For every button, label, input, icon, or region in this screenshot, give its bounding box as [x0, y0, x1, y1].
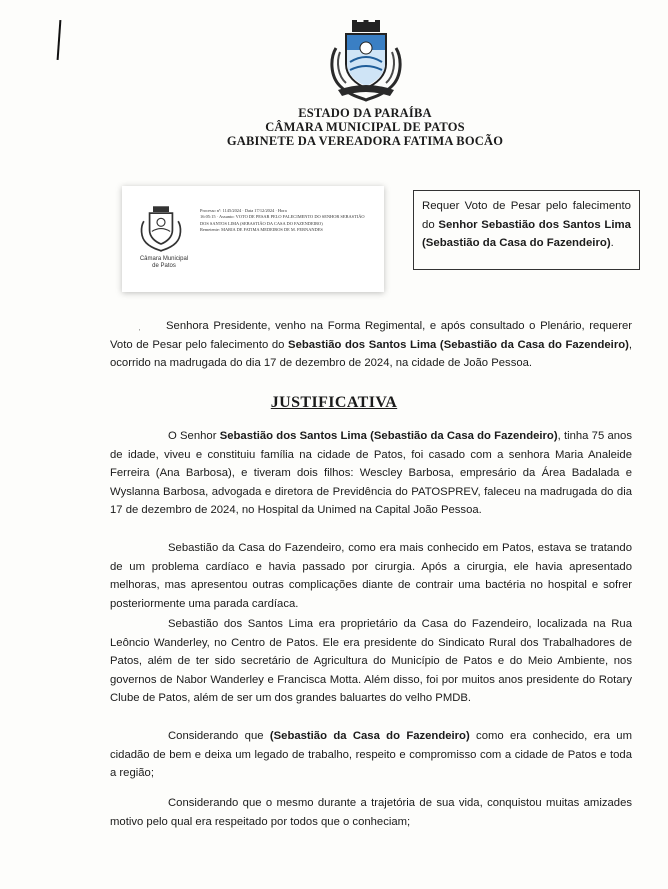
- stamp-details: [200, 208, 374, 234]
- stamp-sender: Remetente: MARIA DE FATIMA MEDEIROS DE M. FERNANDES: [200, 227, 323, 233]
- justification-paragraph-1: [110, 427, 632, 520]
- margin-pen-mark: [57, 20, 62, 60]
- stamp-subject: 16:05:15 · Assunto: VOTO DE PESAR PELO FALECIMENTO DO SENHOR SEBASTIÃO DOS SANTOS LIMA (SEBASTIÃO DA CASA DO FAZENDEIRO): [200, 214, 365, 226]
- stamp-caption-line1: Câmara Municipal: [139, 256, 189, 262]
- letterhead-office: GABINETE DA VEREADORA FATIMA BOCÃO: [226, 134, 504, 148]
- intro-text-end: , ocorrido na madrugada do dia 17 de dezembro de 2024, na cidade de João Pessoa.: [110, 338, 633, 370]
- letterhead-state: ESTADO DA PARAÍBA: [298, 106, 432, 120]
- section-title: JUSTIFICATIVA: [270, 394, 398, 411]
- request-text-end: .: [610, 237, 614, 250]
- p1-text-end: , tinha 75 anos de idade, viveu e constituiu família na cidade de Patos, foi casado com a senhora Maria Analeide Ferreira (Ana Barbosa), e tiveram dois filhos: Wescley Barbosa, empresário da Área Badalada e Wyslanna Barbosa, advogada e diretora de Previdência do PATOSPREV, faleceu na madrugada do dia 17 de dezembro de 2024, no Hospital da Unimed na Capital João Pessoa.: [110, 430, 632, 517]
- stamp-caption: [132, 256, 196, 270]
- p4-text-end: como era conhecido, era um cidadão de bem e deixa um legado de trabalho, respeito e compromisso com a cidade de Patos e toda a região;: [110, 730, 632, 780]
- intro-text: Senhora Presidente, venho na Forma Regimental, e após consultado o Plenário, requerer Voto de Pesar pelo falecimento do: [110, 320, 632, 351]
- intro-deceased-name: Sebastião dos Santos Lima (Sebastião da Casa do Fazendeiro): [288, 338, 629, 351]
- letterhead-chamber: CÂMARA MUNICIPAL DE PATOS: [265, 120, 465, 134]
- stamp-caption-line2: de Patos: [152, 263, 176, 269]
- stamp-crest-icon: [138, 204, 184, 252]
- justification-paragraph-2: Sebastião da Casa do Fazendeiro, como era mais conhecido em Patos, estava se tratando de um problema cardíaco e havia passado por cirurgia. Após a cirurgia, ele havia apresentado melhoras, mas apresentou outras complicações diante de contrair uma bactéria no hospital e sofrer posteriormente uma parada cardíaca.: [110, 542, 632, 610]
- margin-dot: ˌ: [138, 322, 141, 331]
- p4-text: Considerando que: [168, 730, 270, 742]
- letterhead: [200, 106, 530, 148]
- request-deceased-name: Senhor Sebastião dos Santos Lima (Sebastião da Casa do Fazendeiro): [422, 218, 631, 250]
- coat-of-arms-icon: [326, 18, 406, 102]
- justification-paragraph-5: Considerando que o mesmo durante a trajetória de sua vida, conquistou muitas amizades motivo pelo qual era respeitado por todos que o conheciam;: [110, 797, 632, 828]
- intro-paragraph: [110, 317, 632, 373]
- protocol-stamp: [122, 186, 384, 292]
- p1-text: O Senhor: [168, 430, 220, 442]
- request-text: Requer Voto de Pesar pelo falecimento do: [422, 200, 631, 231]
- p4-nickname: (Sebastião da Casa do Fazendeiro): [269, 730, 470, 742]
- p1-deceased-name: Sebastião dos Santos Lima (Sebastião da Casa do Fazendeiro): [219, 430, 558, 442]
- justification-paragraph-4: [110, 727, 632, 783]
- stamp-protocol: Processo nº: 1145/2024 · Data 17/12/2024 · Hora: [200, 208, 287, 213]
- justification-paragraph-3: Sebastião dos Santos Lima era proprietário da Casa do Fazendeiro, localizada na Rua Leôncio Wanderley, no Centro de Patos. Ele era presidente do Sindicato Rural dos Trabalhadores de Patos, além de ter sido secretário de Agricultura do Município de Patos e do Meio Ambiente, nos governos de Nabor Wanderley e Francisca Motta. Além disso, foi por muitos anos presidente do Rotary Clube de Patos, além de ser um dos grandes baluartes do velho PMDB.: [110, 618, 632, 705]
- request-summary-box: [413, 190, 640, 270]
